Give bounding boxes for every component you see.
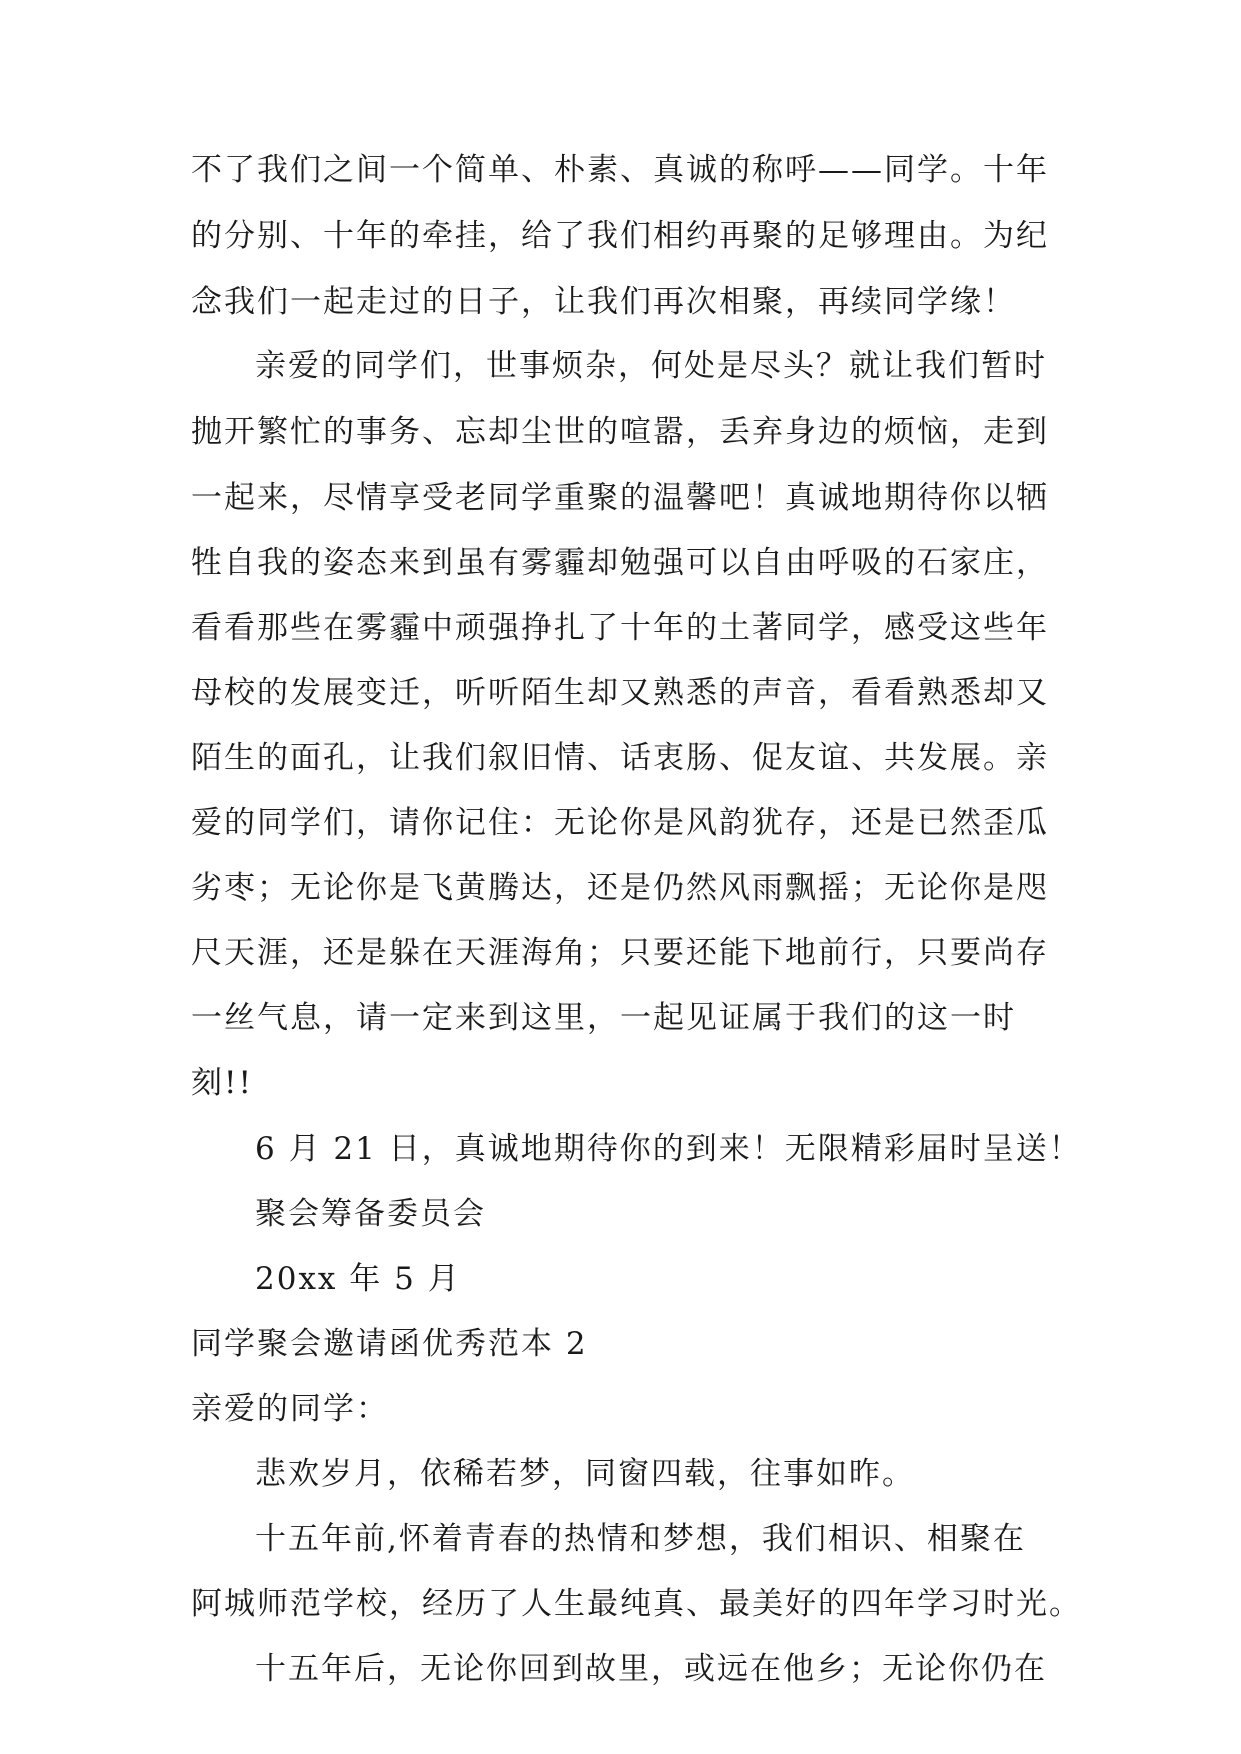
text-line-8: 看看那些在雾霾中顽强挣扎了十年的土著同学，感受这些年 xyxy=(191,610,1049,646)
text-line-1: 不了我们之间一个简单、朴素、真诚的称呼——同学。十年 xyxy=(191,152,1049,188)
event-date-line: 6 月 21 日，真诚地期待你的到来！无限精彩届时呈送！ xyxy=(255,1131,1082,1167)
letter-date: 20xx 年 5 月 xyxy=(255,1261,461,1297)
text-line-13: 尺天涯，还是躲在天涯海角；只要还能下地前行，只要尚存 xyxy=(191,935,1049,971)
text-line-7: 牲自我的姿态来到虽有雾霾却勉强可以自由呼吸的石家庄， xyxy=(191,545,1049,581)
text-line-23: 阿城师范学校，经历了人生最纯真、最美好的四年学习时光。 xyxy=(191,1586,1082,1622)
text-line-24: 十五年后，无论你回到故里，或远在他乡；无论你仍在 xyxy=(255,1651,1047,1687)
text-line-9: 母校的发展变迁，听听陌生却又熟悉的声音，看看熟悉却又 xyxy=(191,675,1049,711)
text-line-11: 爱的同学们，请你记住：无论你是风韵犹存，还是已然歪瓜 xyxy=(191,805,1049,841)
text-line-5: 抛开繁忙的事务、忘却尘世的喧嚣，丢弃身边的烦恼，走到 xyxy=(191,414,1049,450)
section-title: 同学聚会邀请函优秀范本 2 xyxy=(191,1326,588,1362)
paragraph-start-line: 亲爱的同学们，世事烦杂，何处是尽头？就让我们暂时 xyxy=(255,348,1047,384)
text-line-6: 一起来，尽情享受老同学重聚的温馨吧！真诚地期待你以牺 xyxy=(191,480,1049,516)
text-line-10: 陌生的面孔，让我们叙旧情、话衷肠、促友谊、共发展。亲 xyxy=(191,740,1049,776)
text-line-2: 的分别、十年的牵挂，给了我们相约再聚的足够理由。为纪 xyxy=(191,218,1049,254)
text-line-15: 刻!! xyxy=(191,1065,253,1101)
salutation: 亲爱的同学： xyxy=(191,1391,389,1427)
text-line-22: 十五年前,怀着青春的热情和梦想，我们相识、相聚在 xyxy=(255,1521,1026,1557)
text-line-3: 念我们一起走过的日子，让我们再次相聚，再续同学缘！ xyxy=(191,284,1016,320)
committee-signature: 聚会筹备委员会 xyxy=(255,1196,486,1232)
text-line-21: 悲欢岁月，依稀若梦，同窗四载，往事如昨。 xyxy=(255,1456,915,1492)
text-line-12: 劣枣；无论你是飞黄腾达，还是仍然风雨飘摇；无论你是咫 xyxy=(191,870,1049,906)
text-line-14: 一丝气息，请一定来到这里，一起见证属于我们的这一时 xyxy=(191,1000,1016,1036)
